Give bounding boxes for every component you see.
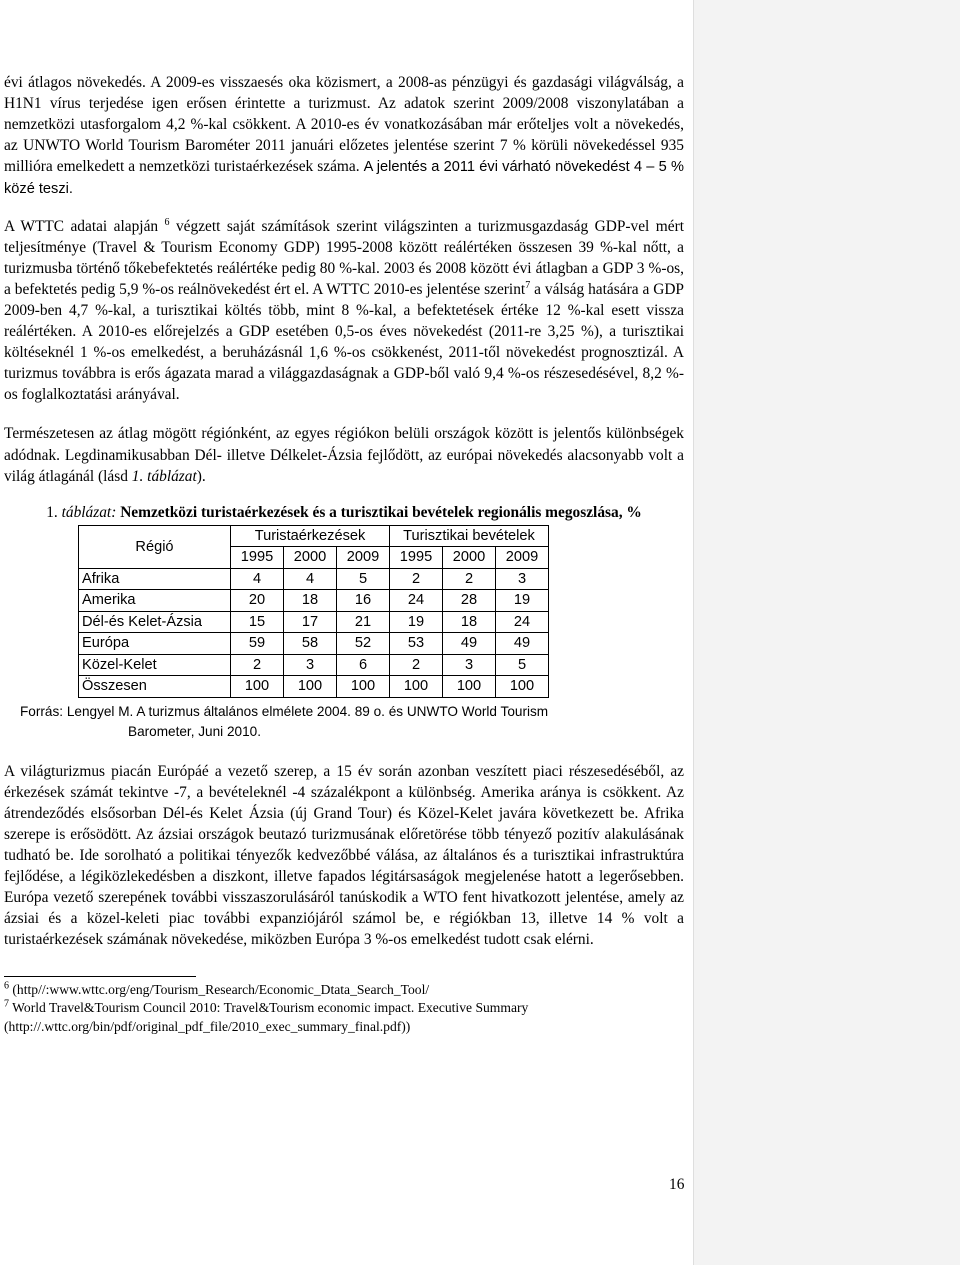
table-row [79, 654, 549, 676]
row-region: Európa [79, 633, 231, 655]
row-region: Összesen [79, 676, 231, 698]
table-source [20, 702, 684, 742]
footnote-mark: 7 [4, 998, 9, 1010]
footnote-separator [4, 976, 196, 977]
table-cell: 3 [284, 654, 337, 676]
table-cell: 2 [231, 654, 284, 676]
footnote-text: (http//:www.wttc.org/eng/Tourism_Research/Economic_Dtata_Search_Tool/ [9, 981, 430, 997]
table-cell: 2 [390, 654, 443, 676]
table-cell: 5 [496, 654, 549, 676]
table-cell: 2 [443, 568, 496, 590]
paragraph-1-text-b: A 2010-es év vonatkozásában már erőteljes volt a növekedés, az UNWTO World Tourism Barométer 2011 januári előzetes jelentése szerint 7 % körüli növekedéssel 935 millióra emelkedett a nemzetközi turistaérkezések száma. [4, 116, 684, 176]
header-receipts: Turisztikai bevételek [390, 525, 549, 547]
paragraph-4: A világturizmus piacán Európáé a vezető szerep, a 15 év során azonban veszített piaci részesedéséből, az érkezések számát tekintve -7, a bevételeknél -4 százalékpont a különbség. Amerika aránya is csökkent. Az átrendeződés elsősorban Dél-és Kelet Ázsia (új Grand Tour) és Közel-Kelet javára következett be. Afrika szerepe is erősödött. Az ázsiai országok beutazó turizmusának előretörése több tényező pozitív alakulásának tudható be. Ide sorolható a politikai tényezők kedvezőbbé válása, az általános és a turisztikai infrastruktúra fejlődése, a légiközlekedésben a diszkont, illetve fapados légitársaságok megjelenése hatott a legerősebben. Európa vezető szerepének további visszaszorulásáról tanúskodik a WTO fent hivatkozott jelentése, amely az ázsiai és a közel-keleti piac további expanziójáról számol be, e régiókban 13, illetve 14 % volt a turistaérkezések számának növekedése, miközben Európa 3 %-os emelkedést tudott csak elérni. [4, 762, 684, 949]
header-year: 2009 [496, 547, 549, 569]
header-year: 2000 [443, 547, 496, 569]
paragraph-3-text-b: ). [196, 467, 206, 485]
row-region: Dél-és Kelet-Ázsia [79, 611, 231, 633]
table-cell: 59 [231, 633, 284, 655]
footnote-ref-6[interactable]: 6 [164, 216, 170, 228]
regional-distribution-table [78, 525, 549, 698]
table-cell: 17 [284, 611, 337, 633]
table-cell: 24 [390, 590, 443, 612]
table-cell: 52 [337, 633, 390, 655]
table-cell: 49 [496, 633, 549, 655]
paragraph-2-text-b: végzett saját számítások szerint világszinten a turizmusgazdaság GDP-vel mért teljesítménye (Travel & Tourism Economy GDP) 1995-2008 között reálértéken összesen 39 %-kal nőtt, a turizmusba történő tőkebefektetés reálértéke pedig 80 %-kal. 2003 és 2008 között évi átlagban a GDP 3 %-os, a befektetés pedig 5,9 %-os reálnövekedést ért el. A WTTC 2010-es jelentése szerint [4, 217, 684, 298]
table-cell: 28 [443, 590, 496, 612]
table-reference: 1. táblázat [131, 467, 197, 485]
header-year: 1995 [231, 547, 284, 569]
table-cell: 100 [337, 676, 390, 698]
table-caption [4, 502, 684, 523]
table-cell: 100 [284, 676, 337, 698]
table-cell: 58 [284, 633, 337, 655]
paragraph-1-text-a: évi átlagos növekedés. A 2009-es visszaesés oka közismert, a 2008-as pénzügyi és gazdasági világválság, a H1N1 vírus terjedése igen erősen érintette a turizmust. Az adatok szerint 2009/2008 viszonylatában a nemzetközi utasforgalom 4,2 %-kal csökkent. [4, 74, 684, 134]
table-cell: 15 [231, 611, 284, 633]
table-cell: 24 [496, 611, 549, 633]
paragraph-2 [4, 216, 684, 406]
footnote-7 [4, 999, 684, 1036]
table-cell: 100 [443, 676, 496, 698]
paragraph-1-text-c: A jelentés a 2011 évi várható növekedést 4 – 5 % közé teszi. [4, 159, 684, 198]
footnote-mark: 6 [4, 980, 9, 991]
header-year: 2000 [284, 547, 337, 569]
row-region: Amerika [79, 590, 231, 612]
table-cell: 16 [337, 590, 390, 612]
paragraph-3-text-a: Természetesen az átlag mögött régiónként, az egyes régiókon belüli országok között is jelentős különbségek adódnak. Legdinamikusabban Dél- illetve Délkelet-Ázsia fejlődött, az európai növekedés alacsonyabb volt a világ átlagánál (lásd [4, 425, 684, 485]
table-caption-number: 1. [46, 503, 62, 521]
paragraph-3 [4, 423, 684, 486]
table-cell: 19 [390, 611, 443, 633]
header-year: 1995 [390, 547, 443, 569]
paragraph-2-text-a: A WTTC adatai alapján [4, 217, 159, 235]
row-region: Közel-Kelet [79, 654, 231, 676]
header-region: Régió [79, 525, 231, 568]
table-cell: 53 [390, 633, 443, 655]
table-cell: 19 [496, 590, 549, 612]
comment-margin-panel [693, 0, 960, 1265]
table-cell: 49 [443, 633, 496, 655]
table-cell: 3 [496, 568, 549, 590]
table-cell: 4 [284, 568, 337, 590]
table-cell: 18 [284, 590, 337, 612]
source-line-2: Barometer, Juni 2010. [128, 723, 261, 739]
table-cell: 3 [443, 654, 496, 676]
table-cell: 2 [390, 568, 443, 590]
table-cell: 20 [231, 590, 284, 612]
table-row [79, 590, 549, 612]
row-region: Afrika [79, 568, 231, 590]
table-caption-label: táblázat: [61, 503, 117, 521]
table-row [79, 611, 549, 633]
table-row [79, 676, 549, 698]
footnote-6 [4, 981, 684, 1000]
footnote-ref-7[interactable]: 7 [525, 279, 531, 291]
table-cell: 18 [443, 611, 496, 633]
footnotes [4, 981, 684, 1037]
document-body [4, 72, 684, 1036]
paragraph-1 [4, 72, 684, 201]
table-cell: 5 [337, 568, 390, 590]
table-cell: 100 [231, 676, 284, 698]
table-cell: 4 [231, 568, 284, 590]
table-cell: 21 [337, 611, 390, 633]
table-cell: 100 [390, 676, 443, 698]
page-number: 16 [669, 1176, 685, 1193]
paragraph-2-text-c: a válság hatására a GDP 2009-ben 4,7 %-kal, a turisztikai költés több, mint 8 %-kal, a befektetések értéke 12 %-kal esett vissza reálértéken. A 2010-es előrejelzés a GDP esetében 0,5-os éves növekedést (2011-re 3,25 %), a turisztikai költéseknél 1 %-os emelkedést, a beruházásnál 1,6 %-os csökkenést, 2011-től növekedést prognosztizál. A turizmus továbbra is erős ágazata marad a világgazdaságnak a GDP-ből való 9,4 %-os részesedésével, 8,2 %-os foglalkoztatási arányával. [4, 280, 684, 404]
header-arrivals: Turistaérkezések [231, 525, 390, 547]
table-row [79, 568, 549, 590]
table-cell: 6 [337, 654, 390, 676]
table-cell: 100 [496, 676, 549, 698]
table-header-row [79, 525, 549, 547]
header-year: 2009 [337, 547, 390, 569]
source-line-1: Forrás: Lengyel M. A turizmus általános elmélete 2004. 89 o. és UNWTO World Tourism [20, 703, 549, 719]
footnote-text: World Travel&Tourism Council 2010: Travel&Tourism economic impact. Executive Summary (http://.wttc.org/bin/pdf/original_pdf_file/2010_exec_summary_final.pdf)) [4, 1000, 529, 1034]
table-caption-title: Nemzetközi turistaérkezések és a turisztikai bevételek regionális megoszlása, % [120, 503, 642, 521]
table-row [79, 633, 549, 655]
